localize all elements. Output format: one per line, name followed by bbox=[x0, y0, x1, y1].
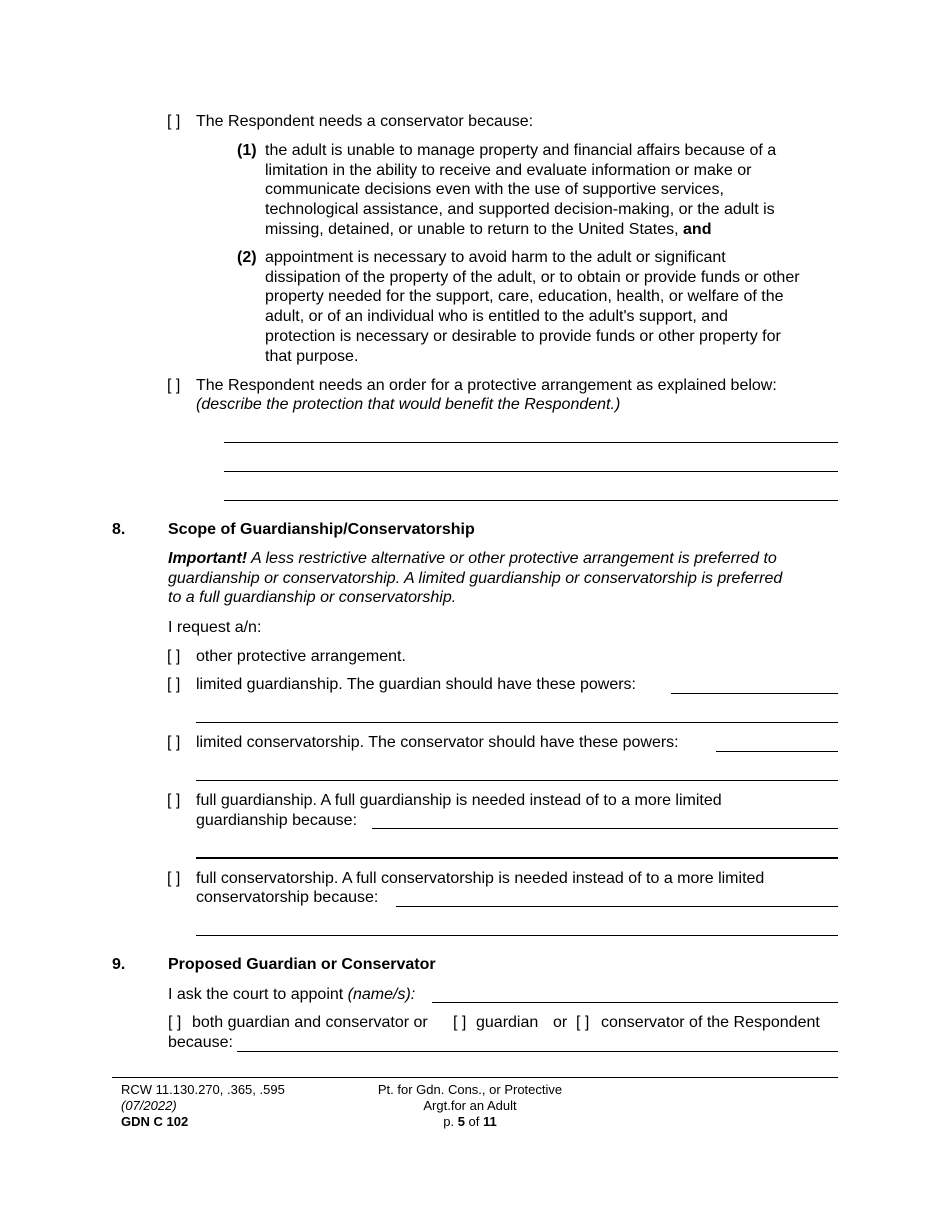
appoint-label-group bbox=[168, 985, 415, 1005]
full-guardianship-reason-line[interactable] bbox=[196, 857, 838, 859]
conservator-only-checkbox[interactable]: [ ] bbox=[576, 1014, 590, 1031]
appoint-label: I ask the court to appoint bbox=[168, 986, 344, 1003]
because-label: because: bbox=[168, 1034, 233, 1051]
limited-guardianship-powers-line[interactable] bbox=[196, 722, 838, 723]
reason-2-line: adult, or of an individual who is entitled to the adult's support, and bbox=[265, 308, 728, 326]
limited-guardianship-powers-field[interactable] bbox=[671, 693, 838, 694]
reason-1-line: limitation in the ability to receive and evaluate information or make or bbox=[265, 161, 752, 179]
footer-date: (07/2022) bbox=[121, 1098, 177, 1113]
limited-conservatorship-powers-line[interactable] bbox=[196, 780, 838, 781]
full-conservatorship-label-cont: conservatorship because: bbox=[196, 889, 379, 906]
reason-2-line: appointment is necessary to avoid harm to the adult or significant bbox=[265, 249, 726, 266]
protective-description-line[interactable] bbox=[224, 500, 838, 501]
reason-2-line: dissipation of the property of the adult, or to obtain or provide funds or other bbox=[265, 268, 800, 286]
footer-form-id: GDN C 102 bbox=[121, 1114, 189, 1129]
footer-title-line: Argt.for an Adult bbox=[423, 1098, 517, 1113]
reason-1-conjunction: and bbox=[683, 220, 712, 238]
reason-2-line: that purpose. bbox=[265, 347, 359, 365]
footer-rcw: RCW 11.130.270, .365, .595 bbox=[121, 1082, 285, 1097]
reason-2-line: protection is necessary or desirable to provide funds or other property for bbox=[265, 327, 781, 345]
important-text: A less restrictive alternative or other protective arrangement is preferred to bbox=[250, 550, 777, 567]
footer-left bbox=[121, 1082, 285, 1130]
protective-arrangement-label: The Respondent needs an order for a protective arrangement as explained below: bbox=[196, 377, 777, 394]
request-label: I request a/n: bbox=[168, 619, 262, 636]
full-conservatorship-checkbox[interactable]: [ ] bbox=[167, 870, 181, 887]
appoint-reason-field[interactable] bbox=[237, 1051, 838, 1052]
full-guardianship-label-cont: guardianship because: bbox=[196, 812, 358, 829]
footer-title-line: Pt. for Gdn. Cons., or Protective bbox=[377, 1082, 563, 1097]
protective-description-line[interactable] bbox=[224, 471, 838, 472]
important-note-line: to a full guardianship or conservatorship. bbox=[168, 589, 457, 607]
conservator-label: The Respondent needs a conservator because: bbox=[196, 113, 534, 130]
full-conservatorship-reason-line[interactable] bbox=[196, 935, 838, 936]
conservator-checkbox[interactable]: [ ] bbox=[167, 113, 181, 130]
page-total: 11 bbox=[483, 1114, 497, 1129]
other-protective-label: other protective arrangement. bbox=[196, 648, 406, 665]
section-8-title: Scope of Guardianship/Conservatorship bbox=[168, 521, 475, 538]
reason-1-last-line: missing, detained, or unable to return to the United States, bbox=[265, 220, 679, 238]
footer-center bbox=[350, 1082, 590, 1130]
important-note-line bbox=[168, 549, 848, 569]
limited-guardianship-checkbox[interactable]: [ ] bbox=[167, 676, 181, 693]
full-conservatorship-reason-field[interactable] bbox=[396, 906, 838, 907]
page-prefix: p. bbox=[443, 1114, 455, 1129]
appoint-hint: (name/s): bbox=[347, 986, 416, 1003]
appointee-name-field[interactable] bbox=[432, 1002, 838, 1003]
limited-conservatorship-label: limited conservatorship. The conservator should have these powers: bbox=[196, 734, 679, 751]
important-note-line: guardianship or conservatorship. A limited guardianship or conservatorship is preferred bbox=[168, 569, 783, 587]
section-9-number: 9. bbox=[112, 956, 126, 973]
both-guardian-conservator-label: both guardian and conservator or bbox=[192, 1014, 428, 1031]
protective-description-line[interactable] bbox=[224, 442, 838, 443]
limited-conservatorship-checkbox[interactable]: [ ] bbox=[167, 734, 181, 751]
page-current: 5 bbox=[457, 1114, 465, 1129]
footer-page-number bbox=[350, 1114, 590, 1130]
full-guardianship-checkbox[interactable]: [ ] bbox=[167, 792, 181, 809]
limited-conservatorship-powers-field[interactable] bbox=[716, 751, 838, 752]
guardian-only-checkbox[interactable]: [ ] bbox=[453, 1014, 467, 1031]
reason-2-text bbox=[265, 248, 850, 366]
footer-divider bbox=[112, 1077, 838, 1078]
reason-1-number: (1) bbox=[237, 142, 257, 159]
reason-1-line: technological assistance, and supported decision-making, or the adult is bbox=[265, 201, 775, 219]
protective-arrangement-hint: (describe the protection that would benefit the Respondent.) bbox=[196, 396, 621, 413]
guardian-only-label: guardian bbox=[476, 1014, 539, 1031]
section-9-title: Proposed Guardian or Conservator bbox=[168, 956, 436, 973]
reason-1-text bbox=[265, 141, 850, 240]
both-guardian-conservator-checkbox[interactable]: [ ] bbox=[168, 1014, 182, 1031]
full-guardianship-reason-field[interactable] bbox=[372, 828, 838, 829]
reason-2-number: (2) bbox=[237, 249, 257, 266]
other-protective-checkbox[interactable]: [ ] bbox=[167, 648, 181, 665]
full-guardianship-label: full guardianship. A full guardianship is needed instead of to a more limited bbox=[196, 792, 722, 809]
protective-arrangement-checkbox[interactable]: [ ] bbox=[167, 377, 181, 394]
reason-1-line bbox=[265, 220, 850, 240]
full-conservatorship-label: full conservatorship. A full conservatorship is needed instead of to a more limited bbox=[196, 870, 765, 887]
or-label: or bbox=[553, 1014, 568, 1031]
reason-2-line: property needed for the support, care, education, health, or welfare of the bbox=[265, 288, 784, 306]
page-of: of bbox=[468, 1114, 480, 1129]
limited-guardianship-label: limited guardianship. The guardian should have these powers: bbox=[196, 676, 636, 693]
section-8-number: 8. bbox=[112, 521, 126, 538]
important-note bbox=[168, 549, 848, 608]
reason-1-line: the adult is unable to manage property and financial affairs because of a bbox=[265, 142, 777, 159]
important-label: Important! bbox=[168, 550, 248, 567]
reason-1-line: communicate decisions even with the use of supportive services, bbox=[265, 181, 724, 199]
conservator-only-label: conservator of the Respondent bbox=[601, 1014, 820, 1031]
